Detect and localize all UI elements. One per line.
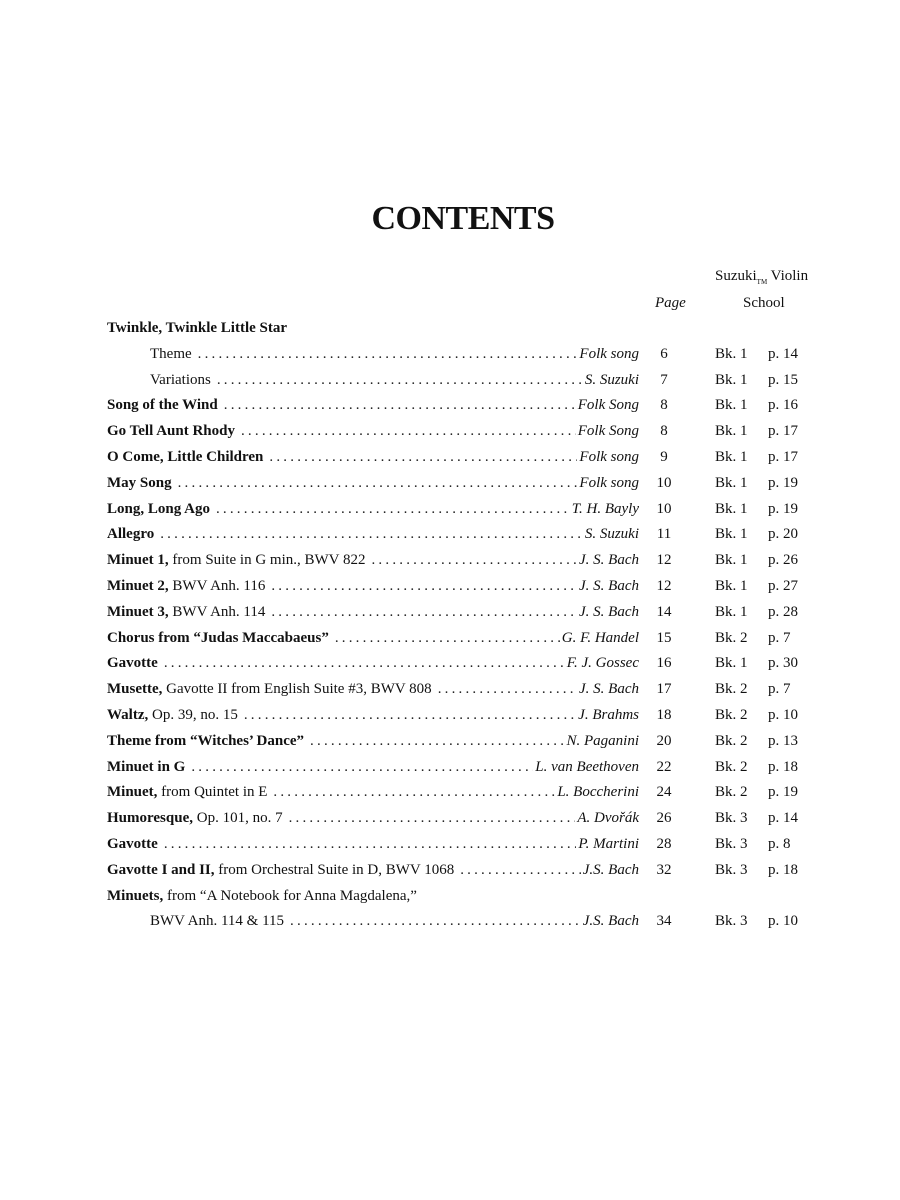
dot-leader [217,368,583,394]
entry-title [107,445,639,471]
entry-page-number: 12 [656,552,672,569]
entry-book: Bk. 1 [715,423,748,440]
dot-leader [198,342,578,368]
entry-book-page: p. 15 [768,371,798,388]
dot-leader [290,909,581,935]
entry-composer: Folk song [579,448,639,465]
entry-composer: S. Suzuki [584,526,639,543]
contents-entry [0,316,900,342]
violin-label: Violin [770,268,809,284]
contents-entry [0,522,900,548]
entry-title [150,368,639,394]
entry-page-number: 8 [660,397,668,414]
entry-title [107,780,639,806]
entry-page-number: 28 [656,835,672,852]
entry-composer: A. Dvořák [577,810,639,827]
column-header-page: Page [655,295,686,311]
contents-entry [0,832,900,858]
entry-composer: T. H. Bayly [571,500,639,517]
entry-composer: J. Brahms [578,706,639,723]
entry-page-number: 8 [660,423,668,440]
entry-book: Bk. 3 [715,835,748,852]
entry-page-number: 20 [656,732,672,749]
contents-entry [0,884,900,910]
dot-leader [191,755,533,781]
entry-title-bold: Go Tell Aunt Rhody [107,423,235,440]
entry-book: Bk. 2 [715,758,748,775]
entry-page-number: 9 [660,448,668,465]
entry-title [107,471,639,497]
dot-leader [273,780,555,806]
entry-book-page: p. 17 [768,423,798,440]
entry-title [150,909,639,935]
entry-title-detail: from Orchestral Suite in D, BWV 1068 [214,861,455,878]
entry-book-page: p. 26 [768,552,798,569]
entry-title-bold: Minuets, [107,887,164,904]
entry-title-bold: Minuet 3, [107,603,169,620]
entry-page-number: 12 [656,577,672,594]
entry-title-bold: Minuet 2, [107,577,169,594]
entry-page-number: 10 [656,500,672,517]
dot-leader [241,419,576,445]
entry-title [107,832,639,858]
contents-entry [0,368,900,394]
entry-book-page: p. 10 [768,706,798,723]
entry-title [150,342,639,368]
entry-title-bold: Waltz, [107,706,149,723]
entry-composer: J. S. Bach [579,552,639,569]
entry-page-number: 10 [656,474,672,491]
entry-book: Bk. 1 [715,603,748,620]
entry-book-page: p. 28 [768,603,798,620]
dot-leader [371,548,577,574]
entry-book: Bk. 1 [715,552,748,569]
contents-entry [0,342,900,368]
contents-entry [0,651,900,677]
entry-page-number: 32 [656,861,672,878]
entry-title [107,651,639,677]
entry-title-bold: May Song [107,474,172,491]
entry-title [107,806,639,832]
entry-page-number: 22 [656,758,672,775]
entry-book-page: p. 19 [768,474,798,491]
entry-page-number: 7 [660,371,668,388]
entry-book: Bk. 2 [715,629,748,646]
column-header-suzuki [715,268,808,286]
entry-book: Bk. 3 [715,810,748,827]
contents-list [0,316,900,935]
entry-title-detail: from Quintet in E [157,784,268,801]
entry-composer: N. Paganini [566,732,639,749]
entry-title [107,548,639,574]
entry-book: Bk. 3 [715,913,748,930]
entry-book-page: p. 14 [768,810,798,827]
dot-leader [178,471,578,497]
entry-title [107,600,639,626]
entry-book: Bk. 1 [715,500,748,517]
entry-page-number: 17 [656,681,672,698]
entry-composer: Folk Song [577,397,639,414]
entry-book-page: p. 18 [768,861,798,878]
contents-entry [0,626,900,652]
entry-page-number: 15 [656,629,672,646]
entry-composer: S. Suzuki [584,371,639,388]
entry-title [107,755,639,781]
entry-composer: Folk Song [577,423,639,440]
entry-title [107,574,639,600]
contents-entry [0,497,900,523]
dot-leader [438,677,577,703]
entry-book-page: p. 19 [768,784,798,801]
contents-entry [0,548,900,574]
entry-book-page: p. 17 [768,448,798,465]
entry-page-number: 14 [656,603,672,620]
entry-title-detail: Gavotte II from English Suite #3, BWV 808 [162,681,432,698]
entry-composer: P. Martini [578,835,639,852]
dot-leader [164,651,565,677]
entry-title [107,729,639,755]
entry-title-detail: Variations [150,371,211,388]
entry-composer: Folk song [579,474,639,491]
entry-title-bold: Gavotte [107,655,158,672]
entry-book-page: p. 8 [768,835,791,852]
dot-leader [160,522,583,548]
entry-title-bold: Minuet in G [107,758,186,775]
entry-title-detail: BWV Anh. 114 [168,603,266,620]
entry-title-bold: Chorus from “Judas Maccabaeus” [107,629,329,646]
dot-leader [289,806,576,832]
entry-title-bold: Musette, [107,681,163,698]
entry-title-bold: Gavotte [107,835,158,852]
entry-title-bold: Humoresque, [107,810,193,827]
entry-book-page: p. 27 [768,577,798,594]
entry-book: Bk. 1 [715,655,748,672]
contents-entry [0,419,900,445]
dot-leader [271,600,577,626]
entry-book: Bk. 2 [715,784,748,801]
entry-book: Bk. 1 [715,577,748,594]
entry-title [107,393,639,419]
entry-page-number: 26 [656,810,672,827]
dot-leader [310,729,564,755]
contents-entry [0,909,900,935]
entry-title [107,497,639,523]
entry-book: Bk. 2 [715,706,748,723]
contents-entry [0,445,900,471]
entry-composer: G. F. Handel [561,629,639,646]
entry-composer: J. S. Bach [579,681,639,698]
entry-title [107,316,639,342]
contents-entry [0,755,900,781]
entry-composer: Folk song [579,345,639,362]
contents-entry [0,806,900,832]
entry-composer: J.S. Bach [582,861,639,878]
entry-title-detail: from “A Notebook for Anna Magdalena,” [163,887,417,904]
entry-title-bold: Gavotte I and II, [107,861,215,878]
entry-composer: J.S. Bach [582,913,639,930]
entry-title [107,884,639,910]
contents-entry [0,600,900,626]
entry-title-detail: BWV Anh. 114 & 115 [150,913,285,930]
entry-title-bold: Twinkle, Twinkle Little Star [107,320,288,336]
entry-book: Bk. 1 [715,448,748,465]
entry-page-number: 24 [656,784,672,801]
entry-book: Bk. 3 [715,861,748,878]
entry-title-detail: Theme [150,345,192,362]
dot-leader [164,832,577,858]
dot-leader [335,626,560,652]
contents-entry [0,471,900,497]
entry-composer: J. S. Bach [579,603,639,620]
entry-book-page: p. 14 [768,345,798,362]
entry-book: Bk. 2 [715,732,748,749]
entry-title-bold: Minuet 1, [107,552,169,569]
entry-title [107,419,639,445]
entry-book-page: p. 16 [768,397,798,414]
entry-book-page: p. 13 [768,732,798,749]
entry-book: Bk. 1 [715,474,748,491]
entry-composer: J. S. Bach [579,577,639,594]
suzuki-label: Suzuki [715,268,757,284]
contents-entry [0,729,900,755]
trademark-label: TM [756,278,768,286]
entry-book: Bk. 1 [715,345,748,362]
entry-book-page: p. 10 [768,913,798,930]
entry-page-number: 6 [660,345,668,362]
column-header-school: School [743,295,785,311]
entry-book: Bk. 1 [715,397,748,414]
dot-leader [271,574,577,600]
entry-title [107,703,639,729]
entry-book: Bk. 2 [715,681,748,698]
entry-title [107,522,639,548]
entry-title-bold: Long, Long Ago [107,500,210,517]
entry-title-bold: Song of the Wind [107,397,218,414]
entry-title-bold: Minuet, [107,784,158,801]
entry-title-detail: from Suite in G min., BWV 822 [168,552,366,569]
entry-composer: L. van Beethoven [535,758,639,775]
page-title: CONTENTS [371,200,555,237]
dot-leader [269,445,577,471]
entry-page-number: 34 [656,913,672,930]
contents-entry [0,574,900,600]
entry-book-page: p. 19 [768,500,798,517]
entry-book-page: p. 7 [768,681,791,698]
entry-title-bold: Allegro [107,526,155,543]
contents-entry [0,780,900,806]
dot-leader [460,858,581,884]
entry-page-number: 16 [656,655,672,672]
entry-book-page: p. 7 [768,629,791,646]
contents-entry [0,858,900,884]
entry-composer: L. Boccherini [557,784,639,801]
entry-page-number: 18 [656,706,672,723]
entry-title [107,626,639,652]
entry-composer: F. J. Gossec [566,655,639,672]
contents-entry [0,393,900,419]
entry-book: Bk. 1 [715,371,748,388]
entry-title-detail: Op. 39, no. 15 [148,706,238,723]
entry-book: Bk. 1 [715,526,748,543]
entry-title-bold: Theme from “Witches’ Dance” [107,732,305,749]
entry-book-page: p. 18 [768,758,798,775]
entry-title [107,858,639,884]
contents-entry [0,703,900,729]
entry-title [107,677,639,703]
dot-leader [216,497,570,523]
entry-title-detail: BWV Anh. 116 [168,577,266,594]
entry-page-number: 11 [656,526,672,543]
contents-entry [0,677,900,703]
entry-book-page: p. 20 [768,526,798,543]
entry-book-page: p. 30 [768,655,798,672]
entry-title-bold: O Come, Little Children [107,448,264,465]
entry-title-detail: Op. 101, no. 7 [192,810,283,827]
dot-leader [244,703,576,729]
dot-leader [224,393,576,419]
